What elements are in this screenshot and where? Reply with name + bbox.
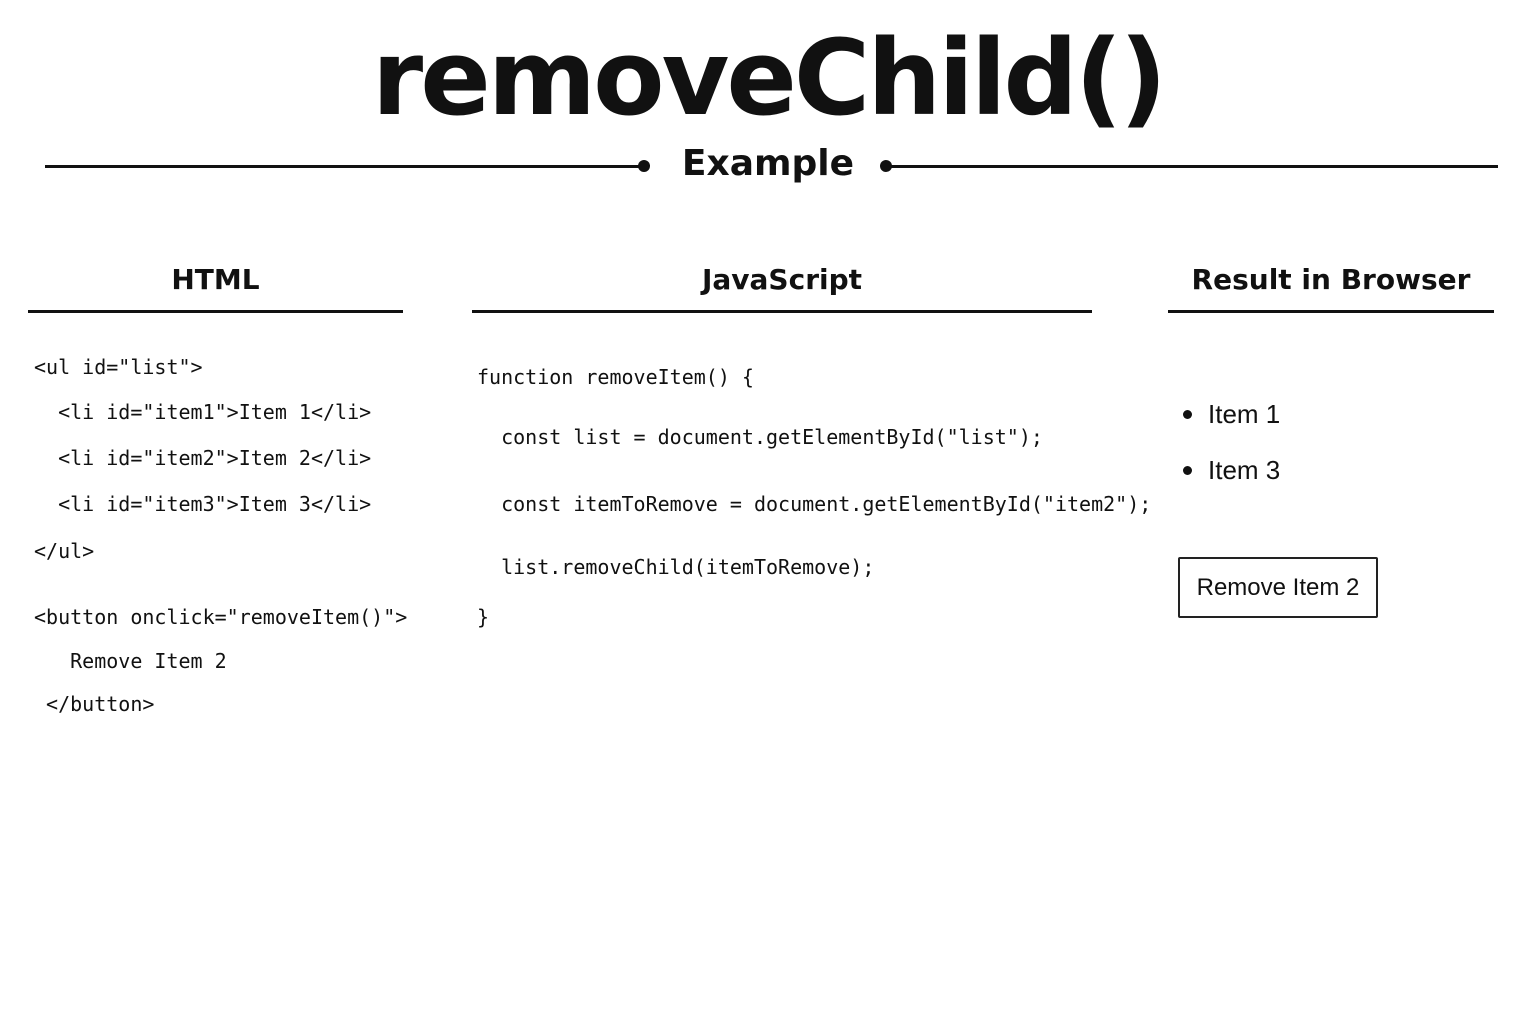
html-code-line: <button onclick="removeItem()"> [34,605,408,629]
html-code-line: <ul id="list"> [34,355,203,379]
html-code-line: <li id="item3">Item 3</li> [34,492,372,516]
list-item-label: Item 3 [1208,455,1281,485]
subtitle-rule-right [886,165,1498,168]
page-subtitle: Example [681,143,855,184]
html-code-line: </ul> [34,539,95,563]
javascript-code-line: } [477,605,490,629]
javascript-code-line: function removeItem() { [477,365,754,389]
html-code-line: <li id="item2">Item 2</li> [34,446,372,470]
html-column-rule [28,310,403,313]
page-title: removeChild() [371,17,1165,139]
bullet-icon [1183,466,1192,475]
remove-item-button[interactable]: Remove Item 2 [1178,557,1378,618]
html-code-line: </button> [34,692,155,716]
html-column-heading: HTML [171,263,260,296]
javascript-column-heading: JavaScript [701,263,863,296]
html-code-line: <li id="item1">Item 1</li> [34,400,372,424]
javascript-code-line: const itemToRemove = document.getElementById("item2"); [477,492,1152,516]
javascript-code-line: list.removeChild(itemToRemove); [477,555,875,579]
html-code-line: Remove Item 2 [34,649,227,673]
bullet-icon [1183,410,1192,419]
result-column-rule [1168,310,1494,313]
result-column-heading: Result in Browser [1191,263,1471,296]
list-item-label: Item 1 [1208,399,1281,429]
javascript-column-rule [472,310,1092,313]
javascript-code-line: const list = document.getElementById("list"); [477,425,1043,449]
